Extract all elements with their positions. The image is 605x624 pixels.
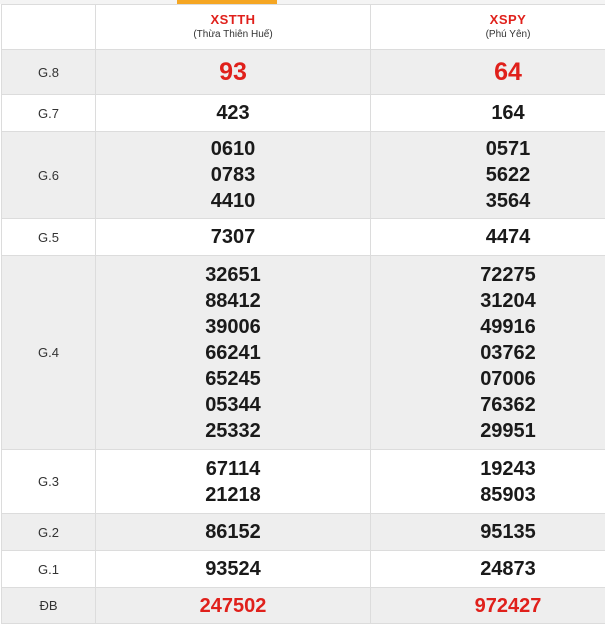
prize-cell xyxy=(371,450,605,514)
prize-label: G.6 xyxy=(2,132,96,219)
winning-number: 95135 xyxy=(371,519,605,545)
winning-number: 05344 xyxy=(96,392,370,418)
prize-cell xyxy=(371,95,605,132)
winning-number: 66241 xyxy=(96,340,370,366)
winning-number: 49916 xyxy=(371,314,605,340)
winning-number: 39006 xyxy=(96,314,370,340)
prize-cell xyxy=(371,514,605,551)
special-winning-number: 972427 xyxy=(371,593,605,619)
header-corner xyxy=(2,5,96,50)
prize-label: ĐB xyxy=(2,588,96,624)
prize-cell xyxy=(371,256,605,450)
prize-row-g6 xyxy=(2,132,605,219)
prize-row-g8 xyxy=(2,50,605,95)
winning-number: 72275 xyxy=(371,262,605,288)
winning-number: 24873 xyxy=(371,556,605,582)
winning-number: 25332 xyxy=(96,418,370,444)
winning-number: 19243 xyxy=(371,456,605,482)
winning-number: 65245 xyxy=(96,366,370,392)
province-header[interactable] xyxy=(96,5,371,50)
prize-cell xyxy=(371,50,605,95)
prize-row-g1 xyxy=(2,551,605,588)
winning-number: 4410 xyxy=(96,188,370,214)
prize-row-g7 xyxy=(2,95,605,132)
winning-number: 164 xyxy=(371,100,605,126)
winning-number: 7307 xyxy=(96,224,370,250)
winning-number: 85903 xyxy=(371,482,605,508)
winning-number: 76362 xyxy=(371,392,605,418)
prize-cell xyxy=(371,132,605,219)
winning-number: 29951 xyxy=(371,418,605,444)
prize-cell xyxy=(371,588,605,624)
prize-cell xyxy=(96,551,371,588)
winning-number: 03762 xyxy=(371,340,605,366)
winning-number: 31204 xyxy=(371,288,605,314)
prize-row-special xyxy=(2,588,605,624)
prize-cell xyxy=(371,219,605,256)
prize-label: G.5 xyxy=(2,219,96,256)
winning-number: 88412 xyxy=(96,288,370,314)
winning-number: 0571 xyxy=(371,136,605,162)
province-header[interactable] xyxy=(371,5,605,50)
province-name: (Thừa Thiên Huế) xyxy=(96,28,370,42)
winning-number: 64 xyxy=(371,57,605,87)
prize-label: G.2 xyxy=(2,514,96,551)
prize-cell xyxy=(371,551,605,588)
prize-cell xyxy=(96,256,371,450)
province-name: (Phú Yên) xyxy=(371,28,605,42)
winning-number: 5622 xyxy=(371,162,605,188)
prize-cell xyxy=(96,588,371,624)
province-code[interactable]: XSPY xyxy=(371,12,605,28)
special-winning-number: 247502 xyxy=(96,593,370,619)
header-row xyxy=(2,5,605,50)
prize-label: G.4 xyxy=(2,256,96,450)
winning-number: 3564 xyxy=(371,188,605,214)
prize-cell xyxy=(96,132,371,219)
winning-number: 86152 xyxy=(96,519,370,545)
winning-number: 07006 xyxy=(371,366,605,392)
prize-row-g3 xyxy=(2,450,605,514)
prize-label: G.1 xyxy=(2,551,96,588)
prize-cell xyxy=(96,219,371,256)
prize-row-g4 xyxy=(2,256,605,450)
province-code[interactable]: XSTTH xyxy=(96,12,370,28)
prize-label: G.8 xyxy=(2,50,96,95)
prize-cell xyxy=(96,95,371,132)
lottery-results-table xyxy=(1,4,605,624)
winning-number: 93 xyxy=(96,57,370,87)
prize-label: G.3 xyxy=(2,450,96,514)
winning-number: 32651 xyxy=(96,262,370,288)
winning-number: 423 xyxy=(96,100,370,126)
prize-cell xyxy=(96,514,371,551)
winning-number: 21218 xyxy=(96,482,370,508)
prize-cell xyxy=(96,450,371,514)
winning-number: 67114 xyxy=(96,456,370,482)
winning-number: 4474 xyxy=(371,224,605,250)
winning-number: 0610 xyxy=(96,136,370,162)
prize-label: G.7 xyxy=(2,95,96,132)
winning-number: 93524 xyxy=(96,556,370,582)
prize-row-g5 xyxy=(2,219,605,256)
prize-row-g2 xyxy=(2,514,605,551)
winning-number: 0783 xyxy=(96,162,370,188)
prize-cell xyxy=(96,50,371,95)
